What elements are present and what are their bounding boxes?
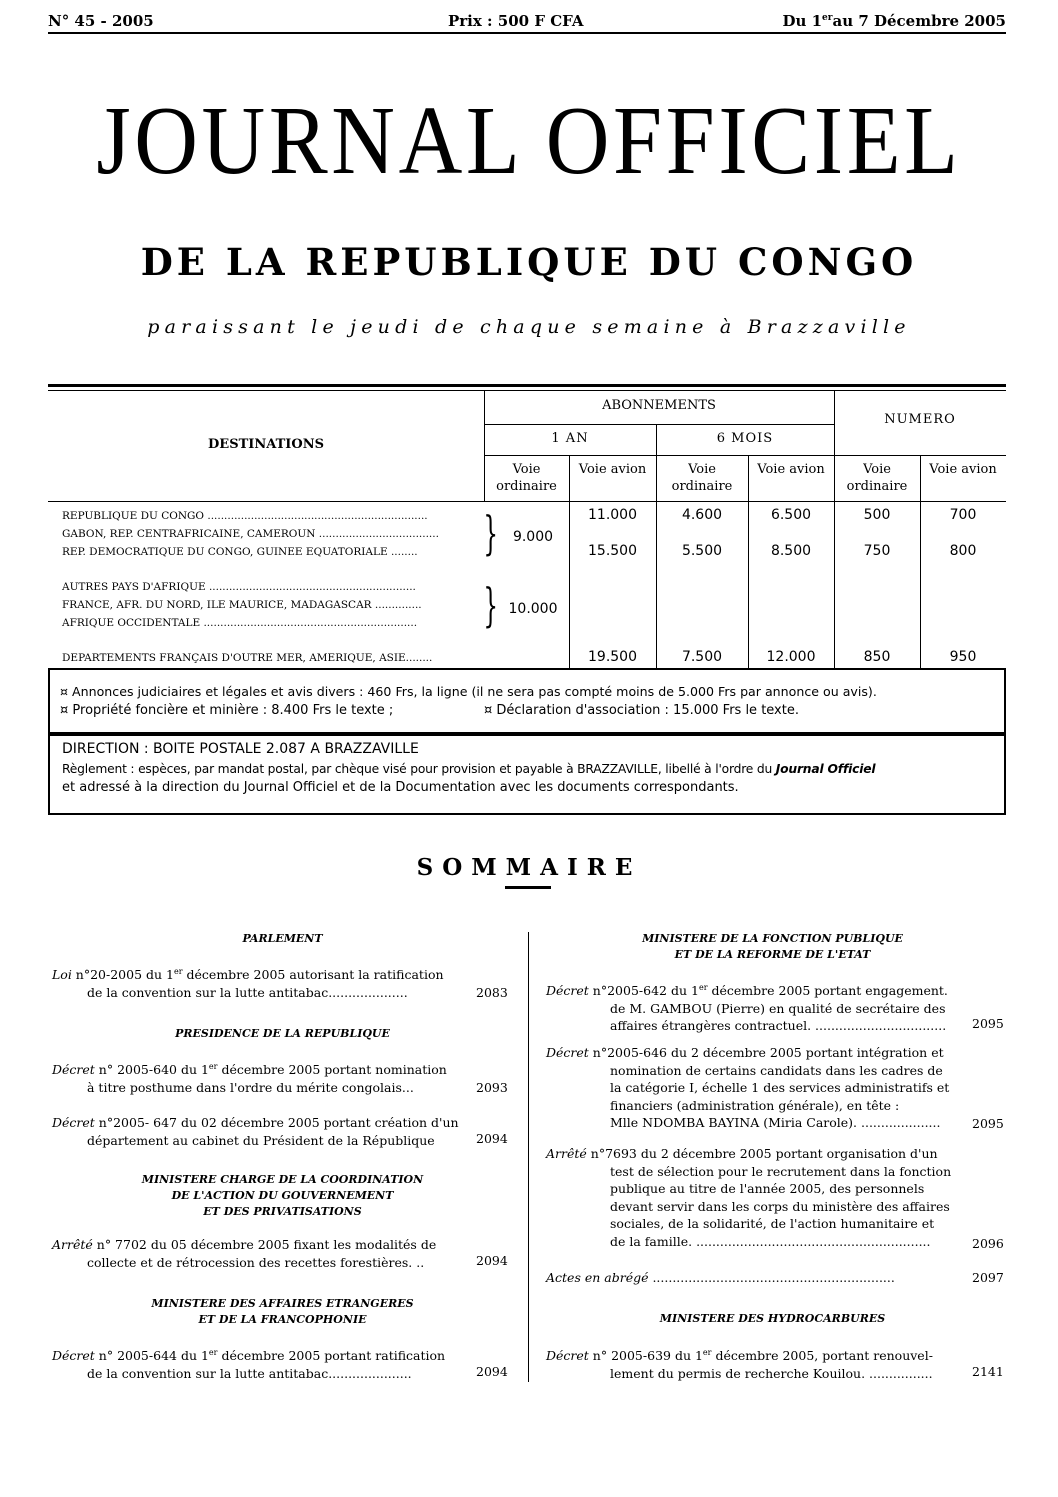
price-cell: 11.000 — [588, 507, 637, 523]
price-cell: 500 — [863, 507, 891, 523]
destination-congo: REPUBLIQUE DU CONGO .................................................................. — [62, 510, 428, 522]
price-cell: 12.000 — [766, 649, 816, 665]
price-cell: 7.500 — [681, 649, 723, 665]
entry-loi-2083: Loi n°20-2005 du 1er décembre 2005 autorisant la ratification de la convention sur la lutte antitabac.................... — [52, 966, 444, 1000]
issue-date: Du 1erau 7 Décembre 2005 — [782, 12, 1006, 30]
price-cell: 750 — [863, 543, 891, 559]
entry-actes-abrege: Actes en abrégé ............................................................. — [546, 1270, 895, 1285]
group2-1an-ordinaire: 10.000 — [508, 601, 558, 617]
direction-address: et adressé à la direction du Journal Officiel et de la Documentation avec les documents correspondants. — [62, 780, 739, 795]
col-header-numero-ordinaire: Voie ordinaire — [846, 462, 908, 494]
masthead-tagline: paraissant le jeudi de chaque semaine à Brazzaville — [147, 316, 911, 338]
col-header-6mois-ordinaire: Voie ordinaire — [671, 462, 733, 494]
col-header-numero-avion: Voie avion — [929, 462, 997, 477]
price-cell: 700 — [949, 507, 977, 523]
page-number: 2096 — [972, 1236, 1004, 1251]
sommaire-underline — [505, 886, 551, 889]
entry-decret-2093: Décret n° 2005-640 du 1er décembre 2005 portant nomination à titre posthume dans l'ordre du mérite congolais... — [52, 1061, 447, 1095]
notices-box — [48, 668, 1006, 734]
table-top-rule — [48, 384, 1006, 387]
numero-header: NUMERO — [884, 412, 956, 427]
price-cell: 15.500 — [588, 543, 637, 559]
destinations-header: DESTINATIONS — [208, 437, 324, 452]
page-number: 2093 — [476, 1080, 508, 1095]
notice-propriete: ¤ Propriété foncière et minière : 8.400 Frs le texte ; — [60, 703, 394, 718]
page-number: 2083 — [476, 985, 508, 1000]
group1-1an-ordinaire: 9.000 — [512, 529, 554, 545]
price-cell: 8.500 — [770, 543, 812, 559]
destination-rdc: REP. DEMOCRATIQUE DU CONGO, GUINEE EQUATORIALE ........ — [62, 546, 418, 558]
issue-number: N° 45 - 2005 — [48, 12, 154, 30]
section-coordination: MINISTERE CHARGE DE LA COORDINATION DE L'ACTION DU GOUVERNEMENT ET DES PRIVATISATIONS — [141, 1173, 424, 1218]
column-divider — [528, 932, 529, 1382]
price-cell: 4.600 — [681, 507, 723, 523]
entry-decret-2141: Décret n° 2005-639 du 1er décembre 2005, portant renouvel- lement du permis de recherche Kouilou. ................ — [546, 1347, 933, 1381]
destination-dom: DEPARTEMENTS FRANÇAIS D'OUTRE MER, AMERIQUE, ASIE........ — [62, 652, 433, 664]
entry-decret-2094-a: Décret n°2005- 647 du 02 décembre 2005 portant création d'un département au cabinet du Président de la République — [52, 1115, 459, 1148]
col-header-1an-ordinaire: Voie ordinaire — [496, 462, 557, 494]
entry-arrete-2094: Arrêté n° 7702 du 05 décembre 2005 fixant les modalités de collecte et de rétrocession des recettes forestières. .. — [52, 1237, 437, 1270]
brace-group-1: } — [483, 506, 498, 560]
page-number: 2095 — [972, 1116, 1004, 1131]
direction-payment: Règlement : espèces, par mandat postal, par chèque visé pour provision et payable à BRAZZAVILLE, libellé à l'ordre du Journal Officiel — [62, 762, 876, 776]
page-number: 2141 — [972, 1364, 1004, 1379]
page-number: 2094 — [476, 1131, 508, 1146]
col-header-1an-avion: Voie avion — [578, 462, 647, 477]
price-cell: 19.500 — [588, 649, 637, 665]
masthead-title: JOURNAL OFFICIEL — [96, 87, 962, 195]
entry-decret-2094-b: Décret n° 2005-644 du 1er décembre 2005 portant ratification de la convention sur la lutte antitabac..................... — [52, 1347, 446, 1381]
table-top-rule-thin — [48, 390, 1006, 391]
entry-arrete-2096: Arrêté n°7693 du 2 décembre 2005 portant organisation d'un test de sélection pour le recrutement dans la fonction publique au titre de l'année 2005, des personnels devant servir dans les corps du ministère des affaires sociales, de la solidarité, de l'action humanitaire et de la famille. ........................................................... — [546, 1146, 952, 1249]
price-cell: 5.500 — [681, 543, 723, 559]
destination-gabon: GABON, REP. CENTRAFRICAINE, CAMEROUN .................................... — [62, 528, 439, 540]
page-number: 2095 — [972, 1016, 1004, 1031]
notice-annonces: ¤ Annonces judiciaires et légales et avis divers : 460 Frs, la ligne (il ne sera pas compté moins de 5.000 Frs par annonce ou avis). — [60, 684, 877, 699]
six-months-header: 6 MOIS — [716, 431, 774, 446]
section-presidence: PRESIDENCE DE LA REPUBLIQUE — [175, 1027, 390, 1040]
entry-decret-2095-a: Décret n°2005-642 du 1er décembre 2005 portant engagement. de M. GAMBOU (Pierre) en qualité de secrétaire des affaires étrangères contractuel. ................................. — [546, 982, 948, 1033]
top-rule — [48, 32, 1006, 34]
one-year-header: 1 AN — [551, 431, 589, 446]
issue-price: Prix : 500 F CFA — [448, 12, 584, 30]
price-cell: 6.500 — [770, 507, 812, 523]
destination-afrique: AUTRES PAYS D'AFRIQUE .............................................................. — [62, 581, 416, 593]
section-hydrocarbures: MINISTERE DES HYDROCARBURES — [659, 1312, 886, 1325]
abonnements-header: ABONNEMENTS — [602, 398, 716, 413]
price-cell: 800 — [949, 543, 977, 559]
destination-france: FRANCE, AFR. DU NORD, ILE MAURICE, MADAGASCAR .............. — [62, 599, 422, 611]
brace-group-2: } — [483, 578, 498, 632]
notice-association: ¤ Déclaration d'association : 15.000 Frs le texte. — [484, 703, 799, 718]
price-cell: 850 — [863, 649, 891, 665]
section-fonction-publique: MINISTERE DE LA FONCTION PUBLIQUE ET DE LA REFORME DE L'ETAT — [642, 932, 903, 961]
section-affaires-etrangeres: MINISTERE DES AFFAIRES ETRANGERES ET DE LA FRANCOPHONIE — [151, 1297, 414, 1326]
page-number: 2094 — [476, 1364, 508, 1379]
sommaire-title: SOMMAIRE — [416, 854, 642, 881]
col-header-6mois-avion: Voie avion — [757, 462, 825, 477]
price-cell: 950 — [949, 649, 977, 665]
page-number: 2094 — [476, 1253, 508, 1268]
section-parlement: PARLEMENT — [242, 932, 323, 945]
masthead-subtitle: DE LA REPUBLIQUE DU CONGO — [140, 240, 918, 284]
entry-decret-2095-b: Décret n°2005-646 du 2 décembre 2005 portant intégration et nomination de certains candidats dans les cadres de la catégorie I, échelle 1 des services administratifs et financiers (administration générale), en tête : Mlle NDOMBA BAYINA (Miria Carole). .................... — [546, 1045, 950, 1130]
page-number: 2097 — [972, 1270, 1004, 1285]
direction-title: DIRECTION : BOITE POSTALE 2.087 A BRAZZAVILLE — [62, 741, 419, 757]
destination-afrique-occ: AFRIQUE OCCIDENTALE ................................................................ — [62, 617, 418, 629]
